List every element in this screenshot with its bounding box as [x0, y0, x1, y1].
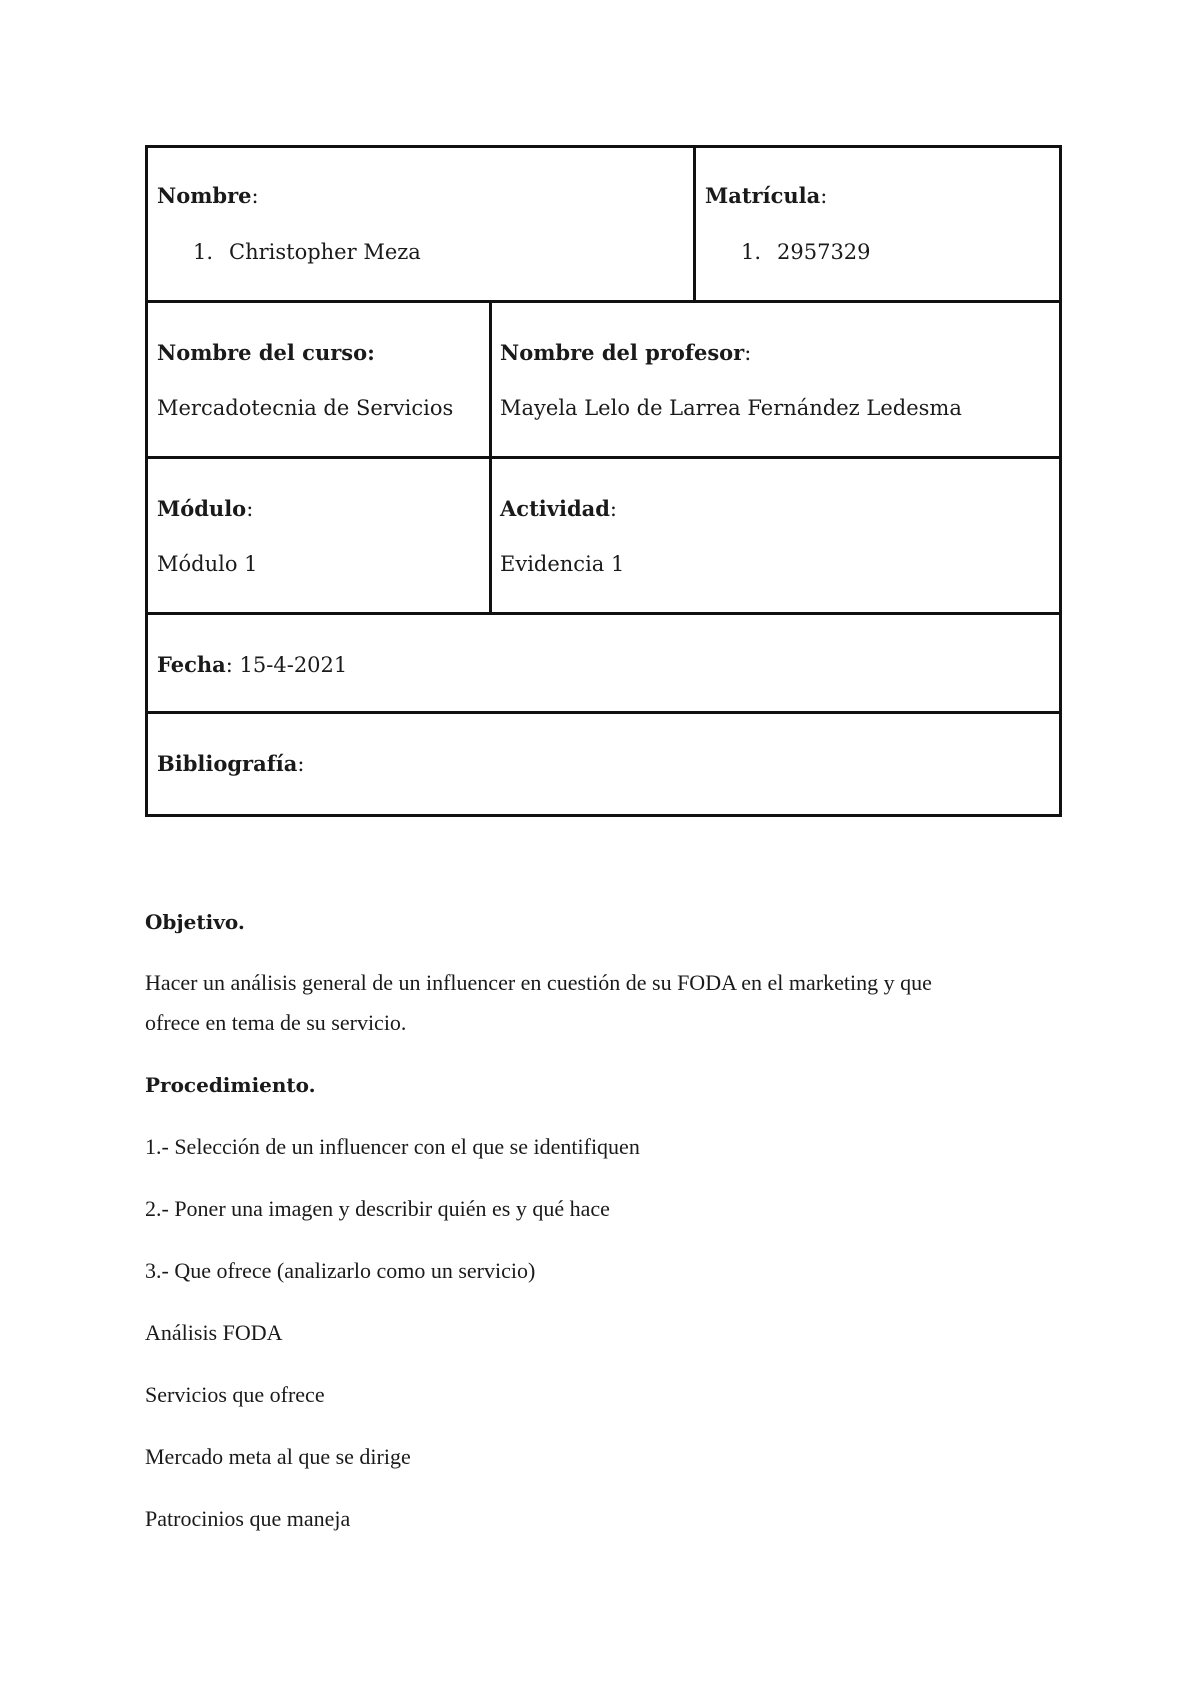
curso-value: Mercadotecnia de Servicios	[157, 396, 454, 420]
table-divider	[145, 456, 1062, 459]
table-divider	[145, 300, 1062, 303]
matricula-label: Matrícula:	[705, 183, 828, 208]
matricula-value: 1. 2957329	[741, 240, 871, 264]
table-divider	[489, 300, 492, 615]
procedimiento-item: Mercado meta al que se dirige	[145, 1444, 411, 1469]
nombre-label: Nombre:	[157, 183, 259, 208]
procedimiento-item: Patrocinios que maneja	[145, 1506, 351, 1531]
curso-label: Nombre del curso:	[157, 340, 375, 365]
procedimiento-item: Servicios que ofrece	[145, 1382, 325, 1407]
fecha-field: Fecha: 15-4-2021	[157, 652, 348, 677]
table-divider	[145, 612, 1062, 615]
profesor-value: Mayela Lelo de Larrea Fernández Ledesma	[500, 396, 962, 420]
procedimiento-item: Análisis FODA	[145, 1320, 283, 1345]
objetivo-heading: Objetivo.	[145, 910, 245, 934]
table-divider	[145, 711, 1062, 714]
procedimiento-item: 3.- Que ofrece (analizarlo como un servicio)	[145, 1258, 536, 1283]
bibliografia-label: Bibliografía:	[157, 751, 305, 776]
procedimiento-item: 2.- Poner una imagen y describir quién es y qué hace	[145, 1196, 610, 1221]
procedimiento-item: 1.- Selección de un influencer con el que se identifiquen	[145, 1134, 640, 1159]
modulo-label: Módulo:	[157, 496, 254, 521]
objetivo-line: ofrece en tema de su servicio.	[145, 1010, 407, 1035]
table-divider	[693, 145, 696, 303]
actividad-label: Actividad:	[500, 496, 617, 521]
modulo-value: Módulo 1	[157, 552, 258, 576]
objetivo-line: Hacer un análisis general de un influencer en cuestión de su FODA en el marketing y que	[145, 970, 932, 995]
nombre-value: 1. Christopher Meza	[193, 240, 421, 264]
profesor-label: Nombre del profesor:	[500, 340, 752, 365]
procedimiento-heading: Procedimiento.	[145, 1073, 316, 1097]
actividad-value: Evidencia 1	[500, 552, 625, 576]
